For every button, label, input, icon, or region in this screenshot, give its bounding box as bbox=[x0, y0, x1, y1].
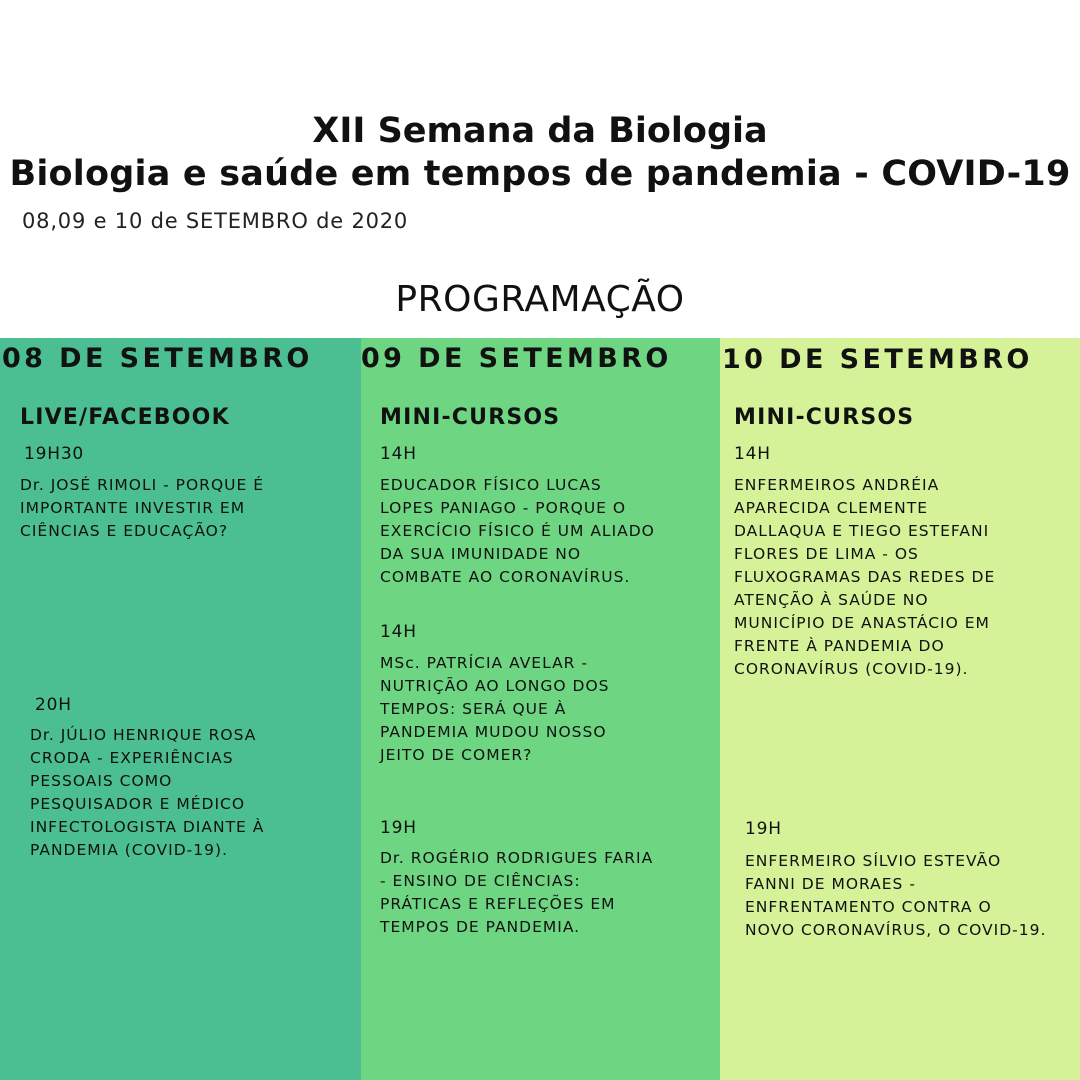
session-description: EDUCADOR FÍSICO LUCAS LOPES PANIAGO - PORQUE O EXERCÍCIO FÍSICO É UM ALIADO DA SUA IMUNIDADE NO COMBATE AO CORONAVÍRUS. bbox=[380, 476, 655, 586]
session-description: ENFERMEIROS ANDRÉIA APARECIDA CLEMENTE DALLAQUA E TIEGO ESTEFANI FLORES DE LIMA - OS FLUXOGRAMAS DAS REDES DE ATENÇÃO À SAÚDE NO MUNICÍPIO DE ANASTÁCIO EM FRENTE À PANDEMIA DO CORONAVÍRUS (COVID-19). bbox=[734, 476, 996, 678]
session-category: LIVE/FACEBOOK bbox=[20, 405, 230, 430]
session-description: MSc. PATRÍCIA AVELAR - NUTRIÇÃO AO LONGO DOS TEMPOS: SERÁ QUE À PANDEMIA MUDOU NOSSO JEITO DE COMER? bbox=[380, 654, 610, 764]
day-heading: 09 DE SETEMBRO bbox=[361, 343, 672, 374]
section-title: PROGRAMAÇÃO bbox=[395, 279, 685, 320]
session-time: 20H bbox=[35, 695, 72, 715]
session-time: 19H bbox=[380, 818, 417, 838]
event-dates: 08,09 e 10 de SETEMBRO de 2020 bbox=[22, 209, 409, 233]
session-description: Dr. JOSÉ RIMOLI - PORQUE É IMPORTANTE INVESTIR EM CIÊNCIAS E EDUCAÇÃO? bbox=[20, 476, 265, 540]
day-heading: 10 DE SETEMBRO bbox=[722, 344, 1033, 375]
session-time: 14H bbox=[380, 622, 417, 642]
session-description: Dr. ROGÉRIO RODRIGUES FARIA - ENSINO DE CIÊNCIAS: PRÁTICAS E REFLEÇÕES EM TEMPOS DE PANDEMIA. bbox=[380, 849, 654, 936]
session-description: ENFERMEIRO SÍLVIO ESTEVÃO FANNI DE MORAES - ENFRENTAMENTO CONTRA O NOVO CORONAVÍRUS, O COVID-19. bbox=[745, 852, 1047, 939]
event-subtitle: Biologia e saúde em tempos de pandemia - COVID-19 bbox=[9, 154, 1071, 194]
session-description: Dr. JÚLIO HENRIQUE ROSA CRODA - EXPERIÊNCIAS PESSOAIS COMO PESQUISADOR E MÉDICO INFECTOLOGISTA DIANTE À PANDEMIA (COVID-19). bbox=[30, 726, 265, 859]
session-time: 14H bbox=[380, 444, 417, 464]
event-title: XII Semana da Biologia bbox=[312, 111, 768, 151]
session-time: 19H bbox=[745, 819, 782, 839]
session-category: MINI-CURSOS bbox=[380, 405, 561, 430]
day-column-08 bbox=[0, 338, 361, 1080]
day-column-10 bbox=[720, 338, 1080, 1080]
session-time: 14H bbox=[734, 444, 771, 464]
session-time: 19H30 bbox=[24, 444, 85, 464]
day-heading: 08 DE SETEMBRO bbox=[2, 343, 313, 374]
day-column-09 bbox=[361, 338, 720, 1080]
session-category: MINI-CURSOS bbox=[734, 405, 915, 430]
